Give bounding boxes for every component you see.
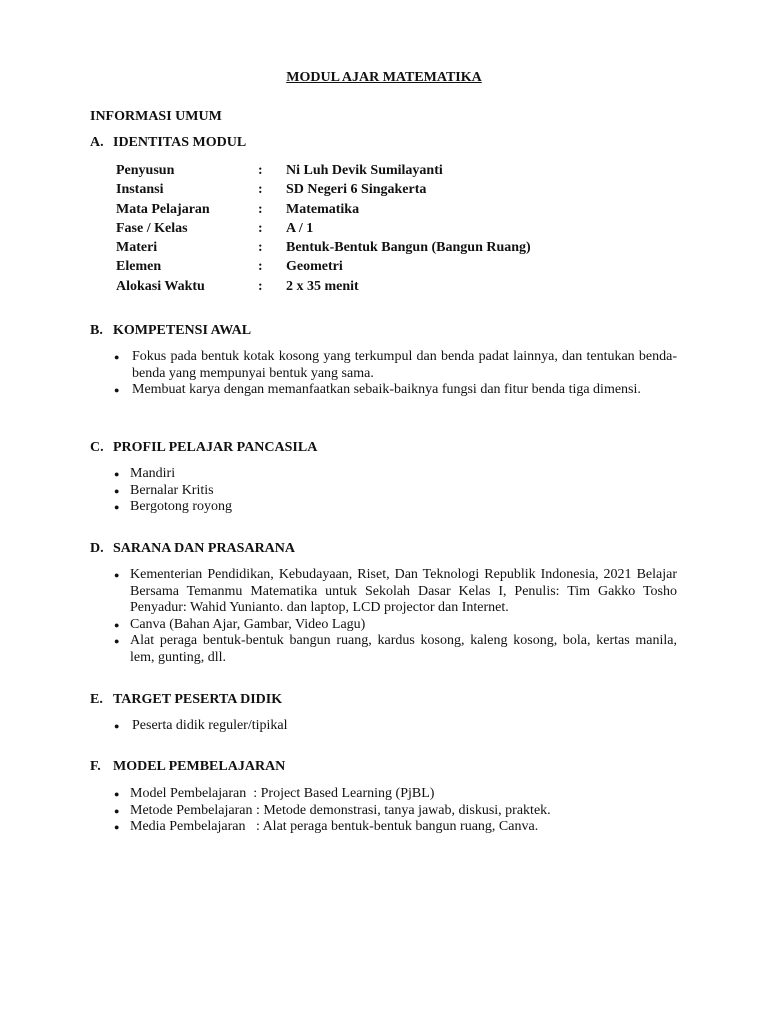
section-e-heading: [90, 692, 282, 708]
identitas-label: Materi: [116, 240, 158, 256]
identitas-row-alokasi-waktu: [116, 277, 531, 296]
identitas-row-fase-kelas: [116, 219, 531, 238]
list-item: ● Peserta didik reguler/tipikal: [112, 718, 677, 735]
identitas-value: Matematika: [286, 201, 360, 217]
section-a-heading: [90, 135, 246, 151]
section-letter: F.: [90, 759, 101, 774]
identitas-label: Alokasi Waktu: [116, 278, 205, 294]
identitas-label: Elemen: [116, 259, 162, 275]
identitas-value: A / 1: [286, 220, 314, 236]
document-title: MODUL AJAR MATEMATIKA: [286, 70, 482, 85]
list-item: ● Bernalar Kritis: [112, 483, 677, 500]
identitas-label: Fase / Kelas: [116, 220, 188, 236]
kompetensi-awal-list: [112, 349, 677, 399]
info-umum-heading: INFORMASI UMUM: [90, 109, 222, 124]
list-item: ● Bergotong royong: [112, 499, 677, 516]
section-letter: D.: [90, 541, 104, 556]
identitas-colon: :: [258, 278, 263, 294]
list-item: ● Mandiri: [112, 466, 677, 483]
identitas-table: [116, 161, 531, 296]
section-letter: A.: [90, 135, 104, 150]
identitas-value: Bentuk-Bentuk Bangun (Bangun Ruang): [286, 240, 531, 256]
section-d-heading: [90, 541, 295, 557]
list-item: ● Media Pembelajaran : Alat peraga bentuk-bentuk bangun ruang, Canva.: [112, 819, 677, 836]
identitas-colon: :: [258, 182, 263, 198]
section-title: TARGET PESERTA DIDIK: [113, 692, 283, 707]
list-item: ● Fokus pada bentuk kotak kosong yang terkumpul dan benda padat lainnya, dan tentukan benda-benda yang mempunyai bentuk yang sama.: [112, 349, 677, 382]
identitas-label: Mata Pelajaran: [116, 201, 210, 217]
identitas-value: Ni Luh Devik Sumilayanti: [286, 163, 443, 178]
identitas-colon: :: [258, 163, 263, 178]
section-title: KOMPETENSI AWAL: [113, 323, 252, 338]
section-title: PROFIL PELAJAR PANCASILA: [113, 440, 318, 455]
section-c-heading: [90, 440, 317, 456]
identitas-row-instansi: [116, 180, 531, 199]
list-item: ● Membuat karya dengan memanfaatkan sebaik-baiknya fungsi dan fitur benda tiga dimensi.: [112, 382, 677, 399]
identitas-colon: :: [258, 259, 263, 275]
list-item: ● Kementerian Pendidikan, Kebudayaan, Riset, Dan Teknologi Republik Indonesia, 2021 Belajar Bersama Temanmu Matematika untuk Sekolah Dasar Kelas I, Penulis: Tim Gakko Tosho Penyadur: Wahid Yunianto. dan laptop, LCD projector dan Internet.: [112, 567, 677, 617]
section-b-heading: [90, 323, 251, 339]
identitas-row-elemen: [116, 257, 531, 276]
identitas-label: Penyusun: [116, 163, 175, 178]
section-letter: B.: [90, 323, 103, 338]
list-item: ● Canva (Bahan Ajar, Gambar, Video Lagu): [112, 617, 677, 634]
list-item: ● Alat peraga bentuk-bentuk bangun ruang, kardus kosong, kaleng kosong, bola, kertas manila, lem, gunting, dll.: [112, 633, 677, 666]
identitas-colon: :: [258, 220, 263, 236]
identitas-row-materi: [116, 238, 531, 257]
section-letter: C.: [90, 440, 104, 455]
identitas-colon: :: [258, 240, 263, 256]
list-item: ● Metode Pembelajaran : Metode demonstrasi, tanya jawab, diskusi, praktek.: [112, 803, 677, 820]
list-item: ● Model Pembelajaran : Project Based Learning (PjBL): [112, 786, 677, 803]
sarana-list: [112, 567, 677, 666]
section-title: MODEL PEMBELAJARAN: [113, 759, 286, 774]
identitas-row-mata-pelajaran: [116, 200, 531, 219]
model-pembelajaran-list: [112, 786, 677, 836]
identitas-colon: :: [258, 201, 263, 217]
target-list: [112, 718, 677, 735]
section-letter: E.: [90, 692, 103, 707]
section-title: IDENTITAS MODUL: [113, 135, 247, 150]
identitas-value: SD Negeri 6 Singakerta: [286, 182, 427, 198]
identitas-row-penyusun: [116, 161, 531, 180]
section-f-heading: [90, 759, 285, 775]
profil-pelajar-list: [112, 466, 677, 516]
identitas-value: Geometri: [286, 259, 343, 275]
section-title: SARANA DAN PRASARANA: [113, 541, 296, 556]
identitas-value: 2 x 35 menit: [286, 278, 359, 294]
identitas-label: Instansi: [116, 182, 164, 198]
